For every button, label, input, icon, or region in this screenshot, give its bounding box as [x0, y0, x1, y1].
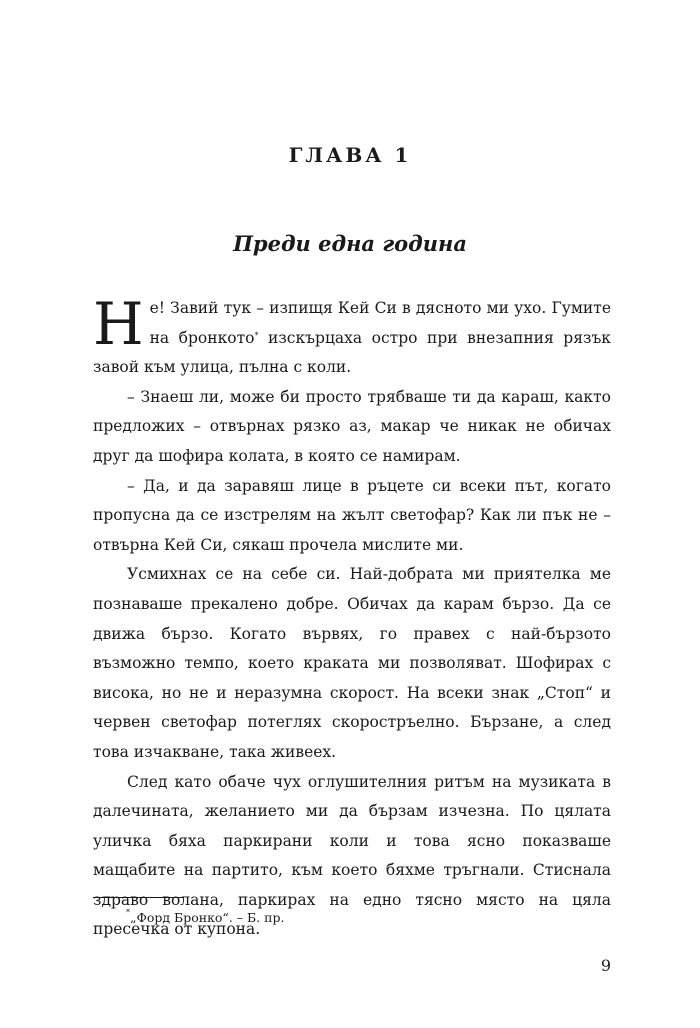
paragraph-1 [93, 290, 611, 383]
paragraph-1-text-b: изскърцаха остро при внезапния рязък завой към улица, пълна с коли. [93, 328, 611, 377]
footnote-divider [93, 897, 183, 898]
footnote-text: „Форд Бронко“. – Б. пр. [130, 910, 285, 925]
chapter-heading: ГЛАВА 1 [288, 143, 412, 167]
drop-cap: Н [93, 290, 144, 358]
paragraph-1-text-a: е! Завий тук – изпищя Кей Си в дясното ми ухо. Гумите на бронкото [149, 299, 611, 347]
chapter-body [93, 290, 611, 945]
footnote [126, 910, 284, 925]
paragraph-2: – Знаеш ли, може би просто трябваше ти да караш, както предложих – отвърнах рязко аз, макар че никак не обичах друг да шофира колата, в която се намирам. [93, 387, 611, 465]
chapter-subtitle: Преди една година [233, 231, 467, 256]
footnote-mark: * [126, 908, 130, 917]
footnote-reference: * [254, 330, 259, 340]
page-number: 9 [600, 956, 611, 975]
paragraph-3: – Да, и да заравяш лице в ръцете си всеки път, когато пропусна да се изстрелям на жълт светофар? Как ли пък не – отвърна Кей Си, сякаш прочела мислите ми. [93, 476, 611, 554]
paragraph-4: Усмихнах се на себе си. Най-добрата ми приятелка ме познаваше прекалено добре. Обичах да карам бързо. Да се движа бързо. Когато вървях, го правех с най-бързото възможно темпо, което краката ми позволяват. Шофирах с висока, но не и неразумна скорост. На всеки знак „Стоп“ и червен светофар потеглях скоростръелно. Бързане, а след това изчакване, така живеех. [93, 565, 611, 761]
paragraph-5: След като обаче чух оглушителния ритъм на музиката в далечината, желанието ми да бързам изчезна. По цялата уличка бяха паркирани коли и това ясно показваше мащабите на партито, към което бяхме тръгнали. Стиснала здраво волана, паркирах на едно тясно място на цяла пресечка от купона. [93, 772, 611, 939]
